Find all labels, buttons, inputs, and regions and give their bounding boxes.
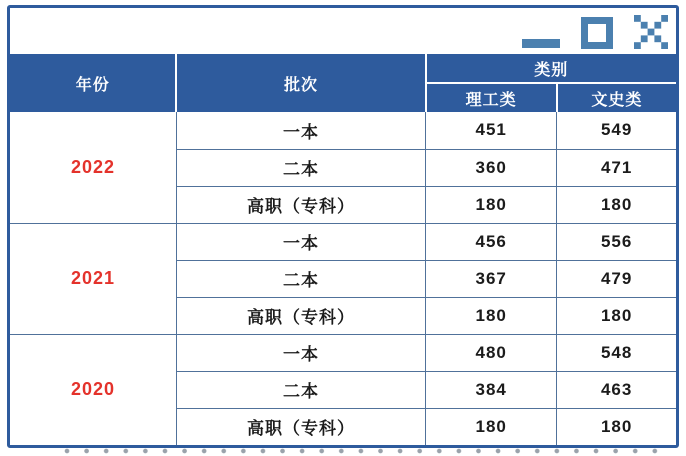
table-row: [10, 223, 676, 260]
header-batch: 批次: [176, 54, 425, 112]
table-body: [10, 112, 676, 445]
window-controls: [522, 15, 668, 49]
batch-cell: 二本: [176, 371, 425, 408]
table-header: [10, 54, 676, 112]
arts-score-cell: 479: [557, 260, 676, 297]
title-bar: [10, 8, 676, 54]
science-score-cell: 180: [426, 408, 557, 445]
window-frame: [7, 5, 679, 448]
batch-cell: 高职（专科）: [176, 408, 425, 445]
batch-cell: 一本: [176, 223, 425, 260]
science-score-cell: 480: [426, 334, 557, 371]
table-row: [10, 112, 676, 149]
close-icon[interactable]: [634, 15, 668, 49]
minimize-icon[interactable]: [522, 39, 560, 48]
batch-cell: 高职（专科）: [176, 186, 425, 223]
arts-score-cell: 180: [557, 297, 676, 334]
arts-score-cell: 549: [557, 112, 676, 149]
batch-cell: 二本: [176, 260, 425, 297]
dotted-divider: [64, 448, 660, 454]
maximize-icon[interactable]: [581, 17, 613, 49]
arts-score-cell: 180: [557, 186, 676, 223]
science-score-cell: 456: [426, 223, 557, 260]
arts-score-cell: 180: [557, 408, 676, 445]
year-cell: 2021: [10, 223, 176, 334]
header-category: 类别: [426, 54, 676, 83]
batch-cell: 二本: [176, 149, 425, 186]
score-table: [10, 54, 676, 446]
batch-cell: 一本: [176, 334, 425, 371]
batch-cell: 高职（专科）: [176, 297, 425, 334]
year-cell: 2020: [10, 334, 176, 445]
science-score-cell: 384: [426, 371, 557, 408]
header-science: 理工类: [426, 83, 557, 112]
science-score-cell: 451: [426, 112, 557, 149]
year-cell: 2022: [10, 112, 176, 223]
header-year: 年份: [10, 54, 176, 112]
header-arts: 文史类: [557, 83, 676, 112]
science-score-cell: 180: [426, 186, 557, 223]
arts-score-cell: 463: [557, 371, 676, 408]
arts-score-cell: 471: [557, 149, 676, 186]
arts-score-cell: 556: [557, 223, 676, 260]
science-score-cell: 360: [426, 149, 557, 186]
table-row: [10, 334, 676, 371]
science-score-cell: 180: [426, 297, 557, 334]
science-score-cell: 367: [426, 260, 557, 297]
batch-cell: 一本: [176, 112, 425, 149]
arts-score-cell: 548: [557, 334, 676, 371]
